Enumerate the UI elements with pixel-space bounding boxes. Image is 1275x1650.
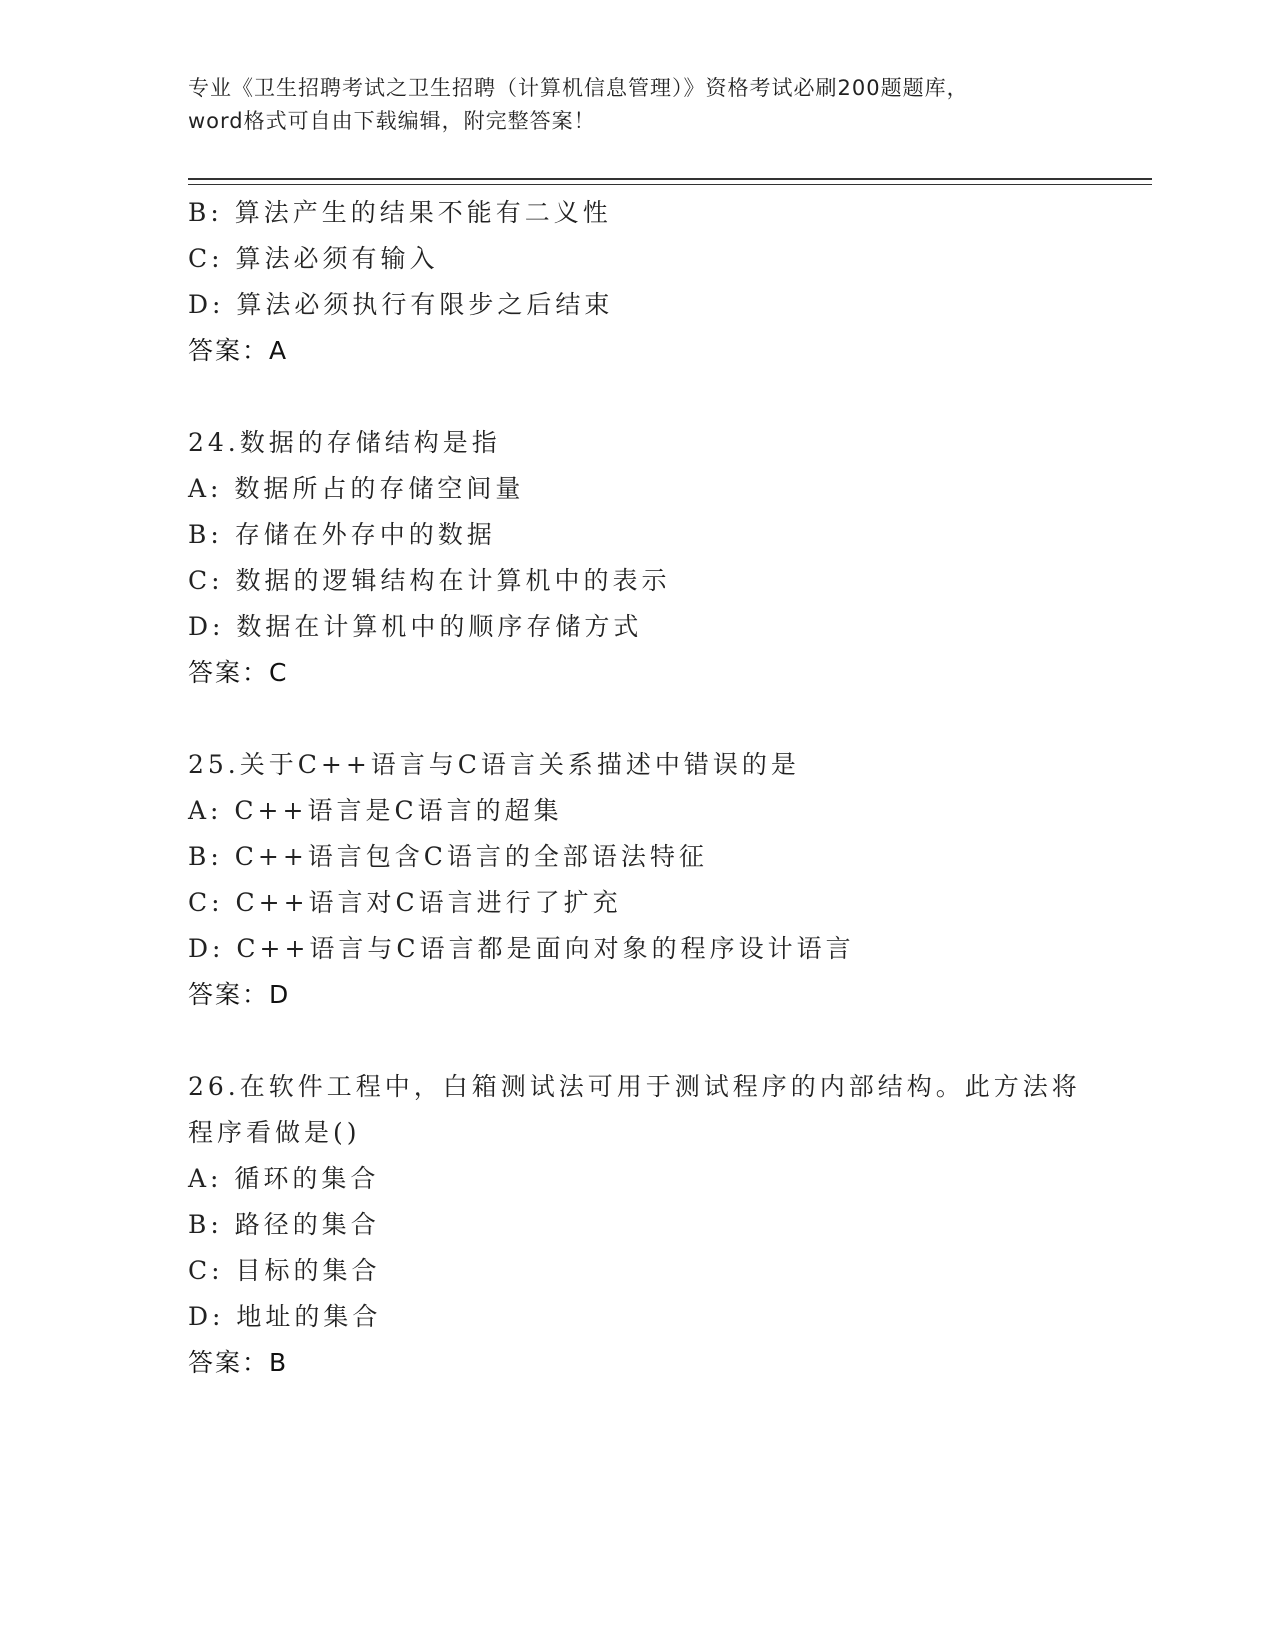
answer-line: 答案：B <box>188 1348 289 1377</box>
answer-line: 答案：D <box>188 980 291 1009</box>
question-text: 25.关于C++语言与C语言关系描述中错误的是 <box>188 750 800 779</box>
spacer <box>188 1018 1088 1064</box>
option-c: C: 数据的逻辑结构在计算机中的表示 <box>188 566 671 595</box>
option-a: A: C++语言是C语言的超集 <box>188 796 563 825</box>
header-divider-thin <box>188 184 1152 185</box>
answer-line: 答案：C <box>188 658 289 687</box>
option-b: B: 算法产生的结果不能有二义性 <box>188 198 612 227</box>
option-d: D: 算法必须执行有限步之后结束 <box>188 290 614 319</box>
header-title-line-1: 专业《卫生招聘考试之卫生招聘（计算机信息管理）》资格考试必刷200题题库， <box>188 76 969 100</box>
option-b: B: 存储在外存中的数据 <box>188 520 496 549</box>
question-block-23 <box>188 190 1088 374</box>
question-list <box>188 190 1088 1386</box>
spacer <box>188 696 1088 742</box>
question-text: 24.数据的存储结构是指 <box>188 428 501 457</box>
question-block-25 <box>188 742 1088 1018</box>
header-title-line-2: word格式可自由下载编辑，附完整答案！ <box>188 109 596 133</box>
option-b: B: 路径的集合 <box>188 1210 380 1239</box>
option-b: B: C++语言包含C语言的全部语法特征 <box>188 842 708 871</box>
option-a: A: 数据所占的存储空间量 <box>188 474 525 503</box>
header-divider <box>188 178 1152 180</box>
question-text-line-1: 26.在软件工程中，白箱测试法可用于测试程序的内部结构。此方法将 <box>188 1072 1081 1101</box>
spacer <box>188 374 1088 420</box>
question-block-26 <box>188 1064 1088 1386</box>
answer-line: 答案：A <box>188 336 289 365</box>
option-c: C: 目标的集合 <box>188 1256 381 1285</box>
option-c: C: C++语言对C语言进行了扩充 <box>188 888 622 917</box>
option-c: C: 算法必须有输入 <box>188 244 439 273</box>
question-text-line-2: 程序看做是() <box>188 1118 361 1147</box>
option-a: A: 循环的集合 <box>188 1164 380 1193</box>
option-d: D: C++语言与C语言都是面向对象的程序设计语言 <box>188 934 855 963</box>
question-block-24 <box>188 420 1088 696</box>
option-d: D: 地址的集合 <box>188 1302 382 1331</box>
document-header <box>188 72 1088 138</box>
option-d: D: 数据在计算机中的顺序存储方式 <box>188 612 643 641</box>
